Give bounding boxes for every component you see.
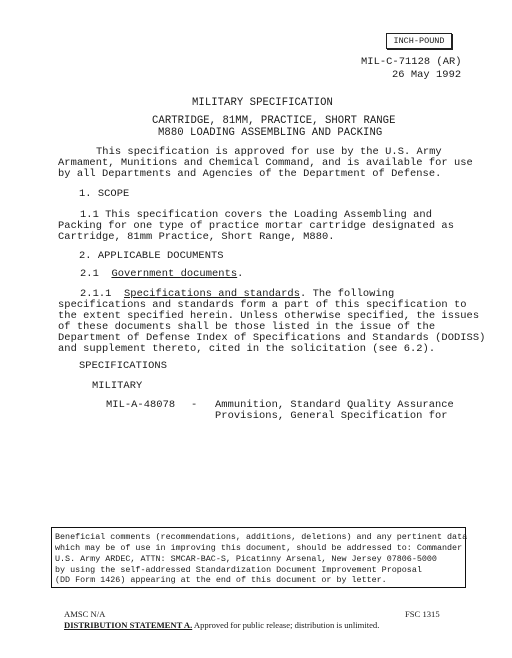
amsc-label: AMSC N/A	[64, 609, 106, 619]
fsc-label: FSC 1315	[405, 609, 440, 619]
comments-line-4: by using the self-addressed Standardization Document Improvement Proposal	[55, 565, 422, 575]
comments-box	[51, 527, 466, 588]
section-2-1-1-first-rest: . The following	[300, 288, 395, 300]
spec-para-line-1: specifications and standards form a part of this specification to	[58, 299, 467, 311]
title-line-3: M880 LOADING ASSEMBLING AND PACKING	[158, 127, 383, 139]
distribution-statement	[64, 620, 379, 630]
section-2-1-1-number: 2.1.1	[80, 288, 112, 300]
comments-line-1: Beneficial comments (recommendations, additions, deletions) and any pertinent data	[55, 532, 468, 542]
inch-pound-box: INCH-POUND	[386, 33, 452, 49]
comments-line-3: U.S. Army ARDEC, ATTN: SMCAR-BAC-S, Picatinny Arsenal, New Jersey 07806-5000	[55, 554, 437, 564]
spec-title-line-2: Provisions, General Specification for	[215, 410, 448, 422]
section-2-1-1-title: Specifications and standards	[124, 288, 301, 300]
spec-para-line-3: of these documents shall be those listed in the issue of the	[58, 321, 436, 333]
intro-line-3: by all Departments and Agencies of the Department of Defense.	[58, 168, 442, 180]
spec-para-line-2: the extent specified herein. Unless otherwise specified, the issues	[58, 310, 480, 322]
comments-line-2: which may be of use in improving this document, should be addressed to: Commander	[55, 543, 463, 553]
military-heading: MILITARY	[92, 380, 143, 392]
title-line-1: MILITARY SPECIFICATION	[192, 97, 333, 109]
scope-line-3: Cartridge, 81mm Practice, Short Range, M880.	[58, 231, 335, 243]
section-2-heading: 2. APPLICABLE DOCUMENTS	[79, 250, 224, 262]
title-line-2: CARTRIDGE, 81MM, PRACTICE, SHORT RANGE	[152, 115, 396, 127]
intro-line-2: Armament, Munitions and Chemical Command, and is available for use	[58, 157, 473, 169]
section-2-1-number: 2.1	[80, 268, 99, 280]
scope-line-2: Packing for one type of practice mortar cartridge designated as	[58, 220, 454, 232]
section-1-heading: 1. SCOPE	[79, 188, 130, 200]
spec-dash: -	[191, 399, 198, 411]
document-date: 26 May 1992	[392, 69, 462, 81]
comments-line-5: (DD Form 1426) appearing at the end of this document or by letter.	[55, 575, 387, 585]
section-2-1: 2.1 Government documents.	[80, 268, 244, 280]
document-number: MIL-C-71128 (AR)	[361, 56, 462, 68]
spec-para-line-5: and supplement thereto, cited in the solicitation (see 6.2).	[58, 343, 436, 355]
distribution-label: DISTRIBUTION STATEMENT A.	[64, 620, 193, 630]
scope-line-1: 1.1 This specification covers the Loading Assembling and	[80, 209, 432, 221]
spec-number: MIL-A-48078	[106, 399, 176, 411]
specifications-heading: SPECIFICATIONS	[79, 360, 167, 372]
spec-para-line-4: Department of Defense Index of Specifications and Standards (DODISS)	[58, 332, 486, 344]
section-2-1-title: Government documents	[111, 268, 238, 280]
distribution-text: Approved for public release; distribution is unlimited.	[192, 620, 380, 630]
spec-title-line-1: Ammunition, Standard Quality Assurance	[215, 399, 454, 411]
intro-line-1: This specification is approved for use by the U.S. Army	[96, 146, 442, 158]
